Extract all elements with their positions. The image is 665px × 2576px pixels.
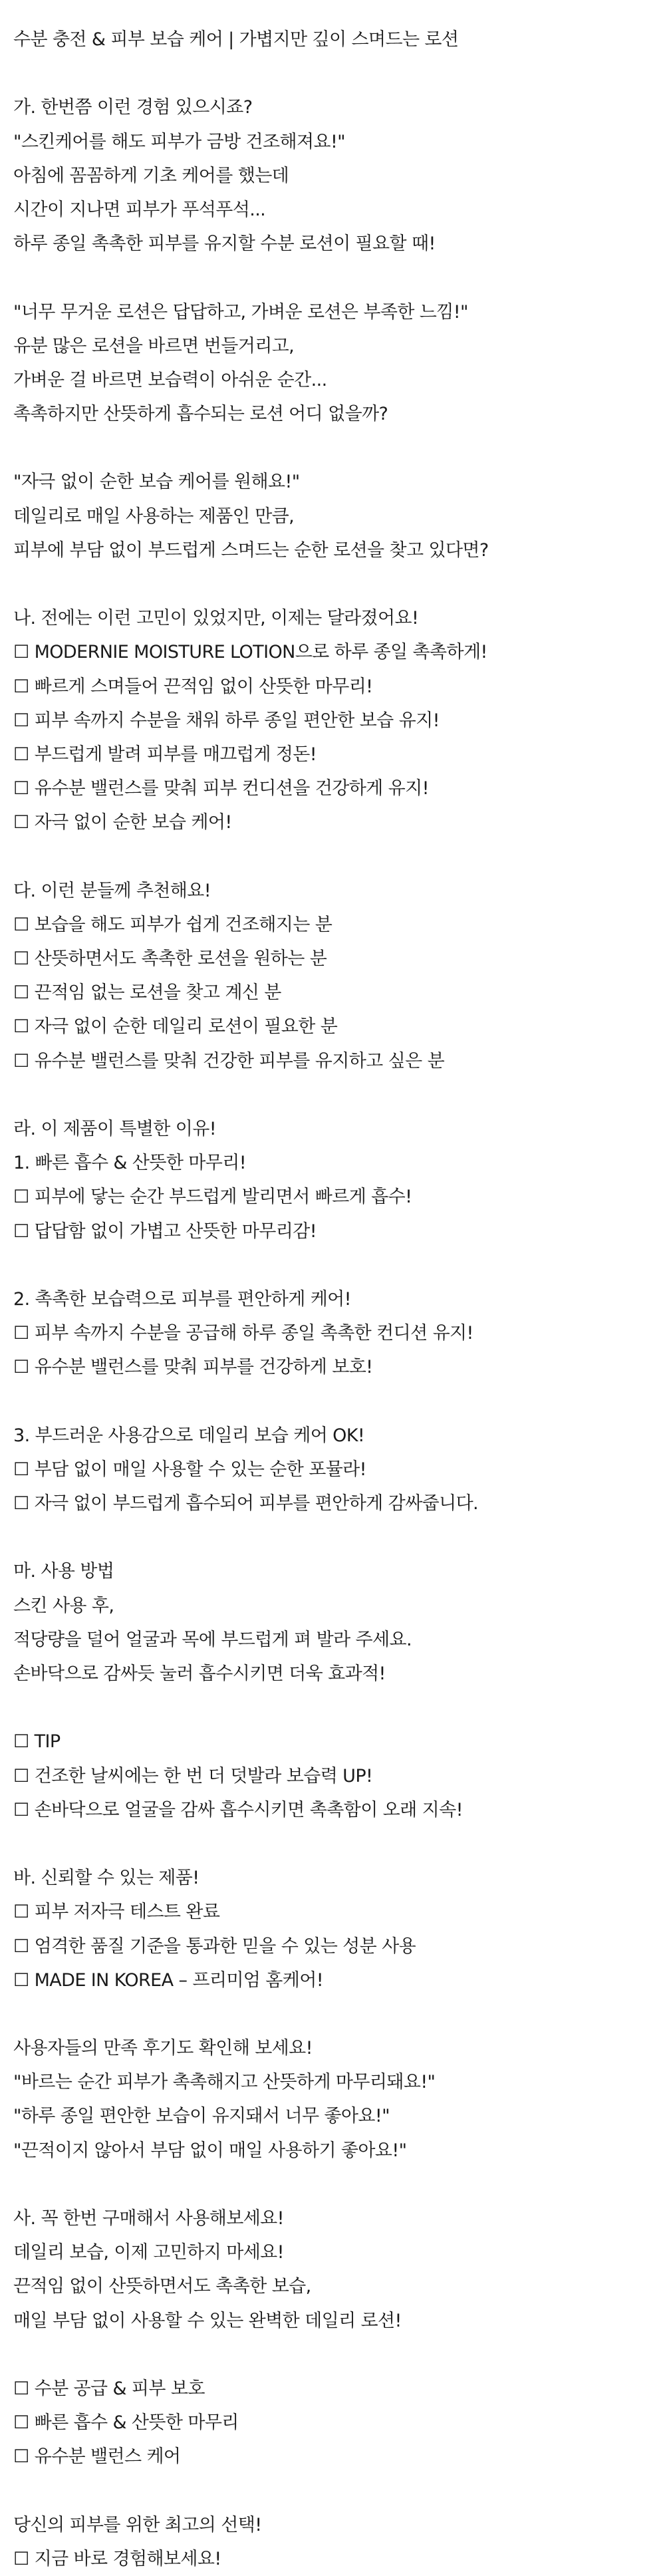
checkbox-list-item: ☐ 빠른 흡수 & 산뜻한 마무리 [13, 2412, 239, 2434]
paragraph-gap [13, 431, 665, 465]
section-heading: 라. 이 제품이 특별한 이유! [13, 1119, 216, 1139]
checkbox-list-item: ☐ 지금 바로 경험해보세요! [13, 2548, 221, 2569]
checkbox-list-item: ☐ 유수분 밸런스를 맞춰 피부를 건강하게 보호! [13, 1357, 373, 1378]
checkbox-list-item: ☐ TIP [13, 1731, 61, 1753]
section-heading: 바. 신뢰할 수 있는 제품! [13, 1868, 200, 1889]
text-line: 가벼운 걸 바르면 보습력이 아쉬운 순간... [13, 369, 327, 390]
text-line: 데일리 보습, 이제 고민하지 마세요! [13, 2242, 284, 2263]
text-line: 하루 종일 촉촉한 피부를 유지할 수분 로션이 필요할 때! [13, 233, 436, 255]
text-line: 시간이 지나면 피부가 푸석푸석... [13, 199, 266, 220]
checkbox-list-item: ☐ 답답함 없이 가볍고 산뜻한 마무리감! [13, 1220, 317, 1242]
text-line: 손바닥으로 감싸듯 눌러 흡수시키면 더욱 효과적! [13, 1663, 386, 1684]
paragraph-gap [13, 1997, 665, 2031]
section-heading: 가. 한번쯤 이런 경험 있으시죠? [13, 97, 253, 118]
checkbox-list-item: ☐ MADE IN KOREA – 프리미엄 홈케어! [13, 1969, 323, 1991]
checkbox-list-item: ☐ 부담 없이 매일 사용할 수 있는 순한 포뮬라! [13, 1459, 366, 1480]
checkbox-list-item: ☐ 보습을 해도 피부가 쉽게 건조해지는 분 [13, 914, 332, 935]
section-heading: 사. 꼭 한번 구매해서 사용해보세요! [13, 2208, 284, 2229]
text-line: 아침에 꼼꼼하게 기초 케어를 했는데 [13, 165, 289, 186]
paragraph-gap [13, 2338, 665, 2372]
checkbox-list-item: ☐ 유수분 밸런스를 맞춰 건강한 피부를 유지하고 싶은 분 [13, 1050, 445, 1072]
numbered-subheading: 1. 빠른 흡수 & 산뜻한 마무리! [13, 1153, 246, 1174]
paragraph-gap [13, 2168, 665, 2202]
quote-line: "자극 없이 순한 보습 케어를 원해요!" [13, 472, 300, 493]
paragraph-gap [13, 1385, 665, 1419]
page-title: 수분 충전 & 피부 보습 케어 | 가볍지만 깊이 스며드는 로션 [13, 29, 459, 50]
checkbox-list-item: ☐ 수분 공급 & 피부 보호 [13, 2378, 205, 2399]
paragraph-gap [13, 57, 665, 90]
text-line: 사용자들의 만족 후기도 확인해 보세요! [13, 2038, 313, 2059]
paragraph-gap [13, 1248, 665, 1282]
checkbox-list-item: ☐ 유수분 밸런스 케어 [13, 2446, 181, 2468]
checkbox-list-item: ☐ 산뜻하면서도 촉촉한 로션을 원하는 분 [13, 948, 327, 970]
text-line: 데일리로 매일 사용하는 제품인 만큼, [13, 505, 295, 527]
paragraph-gap [13, 1520, 665, 1554]
quote-line: "끈적이지 않아서 부담 없이 매일 사용하기 좋아요!" [13, 2140, 407, 2161]
paragraph-gap [13, 567, 665, 601]
paragraph-gap [13, 840, 665, 874]
quote-line: "바르는 순간 피부가 촉촉해지고 산뜻하게 마무리돼요!" [13, 2072, 436, 2093]
checkbox-list-item: ☐ 건조한 날씨에는 한 번 더 덧발라 보습력 UP! [13, 1765, 373, 1787]
checkbox-list-item: ☐ 자극 없이 부드럽게 흡수되어 피부를 편안하게 감싸줍니다. [13, 1493, 479, 1514]
checkbox-list-item: ☐ 피부 속까지 수분을 채워 하루 종일 편안한 보습 유지! [13, 710, 440, 731]
section-heading: 마. 사용 방법 [13, 1561, 114, 1582]
quote-line: "하루 종일 편안한 보습이 유지돼서 너무 좋아요!" [13, 2106, 390, 2127]
checkbox-list-item: ☐ 자극 없이 순한 보습 케어! [13, 812, 232, 833]
text-line: 유분 많은 로션을 바르면 번들거리고, [13, 335, 295, 357]
paragraph-gap [13, 261, 665, 295]
checkbox-list-item: ☐ 빠르게 스며들어 끈적임 없이 산뜻한 마무리! [13, 676, 373, 697]
paragraph-gap [13, 1827, 665, 1861]
text-line: 스킨 사용 후, [13, 1595, 114, 1616]
quote-line: "스킨케어를 해도 피부가 금방 건조해져요!" [13, 131, 345, 152]
checkbox-list-item: ☐ 자극 없이 순한 데일리 로션이 필요한 분 [13, 1016, 338, 1038]
checkbox-list-item: ☐ 부드럽게 발려 피부를 매끄럽게 정돈! [13, 744, 317, 765]
checkbox-list-item: ☐ 피부에 닿는 순간 부드럽게 발리면서 빠르게 흡수! [13, 1187, 412, 1208]
text-line: 피부에 부담 없이 부드럽게 스며드는 순한 로션을 찾고 있다면? [13, 539, 489, 561]
text-line: 적당량을 덜어 얼굴과 목에 부드럽게 펴 발라 주세요. [13, 1629, 412, 1650]
paragraph-gap [13, 2474, 665, 2508]
checkbox-list-item: ☐ 끈적임 없는 로션을 찾고 계신 분 [13, 982, 281, 1004]
text-line: 촉촉하지만 산뜻하게 흡수되는 로션 어디 없을까? [13, 404, 388, 425]
checkbox-list-item: ☐ 손바닥으로 얼굴을 감싸 흡수시키면 촉촉함이 오래 지속! [13, 1799, 463, 1820]
text-line: 매일 부담 없이 사용할 수 있는 완벽한 데일리 로션! [13, 2310, 402, 2331]
text-line: 끈적임 없이 산뜻하면서도 촉촉한 보습, [13, 2276, 311, 2297]
quote-line: "너무 무거운 로션은 답답하고, 가벼운 로션은 부족한 느낌!" [13, 301, 468, 323]
checkbox-list-item: ☐ MODERNIE MOISTURE LOTION으로 하루 종일 촉촉하게! [13, 642, 487, 663]
checkbox-list-item: ☐ 유수분 밸런스를 맞춰 피부 컨디션을 건강하게 유지! [13, 778, 429, 799]
checkbox-list-item: ☐ 엄격한 품질 기준을 통과한 믿을 수 있는 성분 사용 [13, 1935, 416, 1957]
numbered-subheading: 2. 촉촉한 보습력으로 피부를 편안하게 케어! [13, 1288, 351, 1310]
section-heading: 다. 이런 분들께 추천해요! [13, 880, 211, 901]
paragraph-gap [13, 1691, 665, 1725]
text-line: 당신의 피부를 위한 최고의 선택! [13, 2514, 262, 2535]
section-heading: 나. 전에는 이런 고민이 있었지만, 이제는 달라졌어요! [13, 608, 419, 629]
checkbox-list-item: ☐ 피부 속까지 수분을 공급해 하루 종일 촉촉한 컨디션 유지! [13, 1323, 473, 1344]
checkbox-list-item: ☐ 피부 저자극 테스트 완료 [13, 1902, 220, 1923]
paragraph-gap [13, 1078, 665, 1112]
numbered-subheading: 3. 부드러운 사용감으로 데일리 보습 케어 OK! [13, 1425, 365, 1446]
